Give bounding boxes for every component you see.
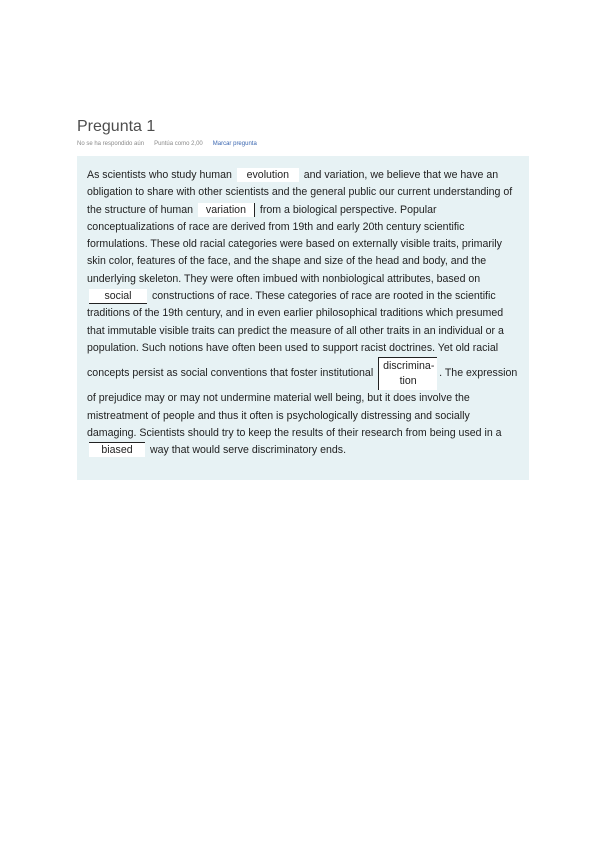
passage-text: way that would serve discriminatory ends.: [149, 444, 347, 457]
answer-status: No se ha respondido aún: [77, 141, 145, 147]
passage-text: As scientists who study human: [87, 169, 232, 181]
blank-answer-1[interactable]: evolution: [237, 168, 299, 182]
passage-text: from a biological perspective. Popular conceptualizations of race are derived from 19th and early 20th century scientific formulations. These old racial categories were based on externally visible traits, primarily skin color, features of the face, and the shape and size of the head and body, and the underlying skeleton. They were often imbued with nonbiological attributes, based on: [87, 203, 502, 285]
question-text: [77, 156, 529, 480]
passage-text: and variation, we believe that we have an obligation to share with other scientists and the general public our current understanding of the structure of human: [87, 169, 513, 216]
flag-question-link[interactable]: Marcar pregunta: [212, 141, 257, 147]
blank-answer-5[interactable]: biased: [89, 442, 145, 457]
blank-answer-2[interactable]: variation: [198, 203, 255, 217]
passage-text: constructions of race. These categories of race are rooted in the scientific traditions of the 19th century, and in even earlier philosophical traditions which presumed that immutable visible traits can predict the measure of all other traits in an individual or a population. Such notions have often been used to support racist doctrines. Yet old racial concepts persist as social conventions that foster institutional: [87, 290, 504, 380]
passage-text: . The expression of prejudice may or may not undermine material well being, but it does involve the mistreatment of people and thus it often is psychologically distressing and socially damaging. Scientists should try to keep the results of their research from being used in a: [87, 367, 518, 439]
blank-answer-4[interactable]: discrimina- tion: [378, 357, 437, 390]
question-title: Pregunta 1: [77, 118, 156, 135]
question-score: Puntúa como 2,00: [154, 141, 203, 147]
question-card: [77, 116, 529, 480]
question-meta: [77, 139, 529, 149]
blank-answer-3[interactable]: social: [89, 289, 147, 304]
